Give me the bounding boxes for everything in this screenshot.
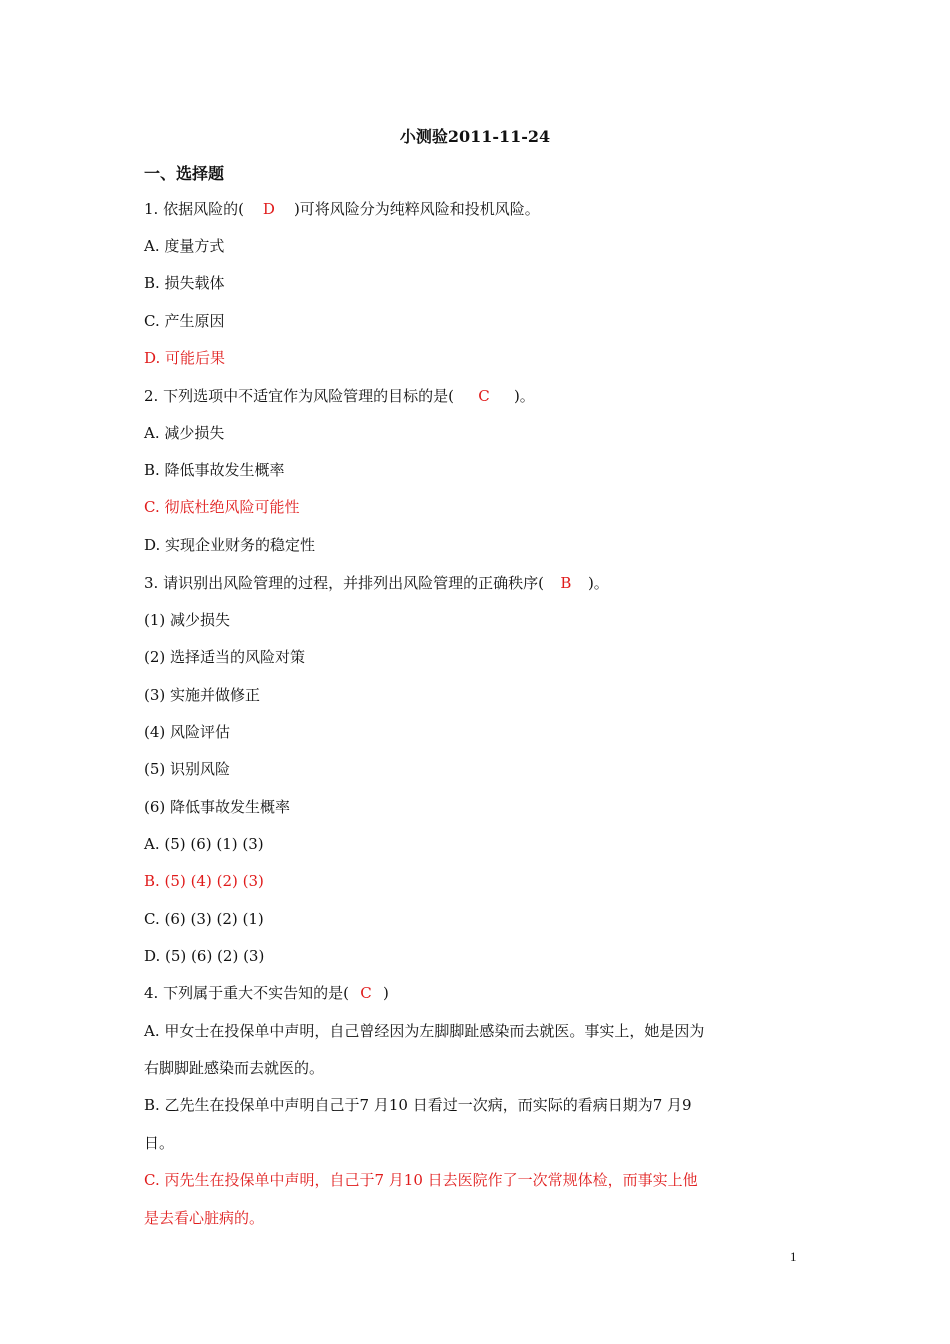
question-stem-end: ) xyxy=(382,984,389,1002)
document-title: 小测验2011-11-24 xyxy=(399,127,551,146)
question-4 xyxy=(144,983,389,1003)
question-2 xyxy=(144,386,535,406)
process-step: (4) 风险评估 xyxy=(144,723,231,741)
option: B. 降低事故发生概率 xyxy=(144,461,285,479)
option: C. 产生原因 xyxy=(144,312,225,330)
process-step: (2) 选择适当的风险对策 xyxy=(144,648,306,666)
question-1 xyxy=(144,199,540,219)
correct-option: B. (5) (4) (2) (3) xyxy=(144,872,264,890)
process-step: (6) 降低事故发生概率 xyxy=(144,798,291,816)
answer-mark: C xyxy=(360,984,372,1002)
answer-mark: D xyxy=(262,200,275,218)
question-stem-start: 2. 下列选项中不适宜作为风险管理的目标的是( xyxy=(144,387,454,405)
question-stem-end: )。 xyxy=(513,387,535,405)
question-stem-start: 4. 下列属于重大不实告知的是( xyxy=(144,984,349,1002)
question-stem-end: )。 xyxy=(587,574,609,592)
option: D. (5) (6) (2) (3) xyxy=(144,947,265,965)
correct-option: C. 彻底杜绝风险可能性 xyxy=(144,498,300,516)
process-step: (5) 识别风险 xyxy=(144,760,231,778)
correct-option: C. 丙先生在投保单中声明，自己于7 月10 日去医院作了一次常规体检，而事实上他 xyxy=(144,1171,698,1189)
question-stem-end: )可将风险分为纯粹风险和投机风险。 xyxy=(293,200,540,218)
option: D. 实现企业财务的稳定性 xyxy=(144,536,316,554)
option-continued: 右脚脚趾感染而去就医的。 xyxy=(144,1059,325,1077)
option: A. 甲女士在投保单中声明，自己曾经因为左脚脚趾感染而去就医。事实上，她是因为 xyxy=(144,1022,705,1040)
correct-option-continued: 是去看心脏病的。 xyxy=(144,1209,265,1227)
page-number: 1 xyxy=(790,1249,797,1264)
question-3 xyxy=(144,573,609,593)
option: C. (6) (3) (2) (1) xyxy=(144,910,264,928)
option: B. 损失载体 xyxy=(144,274,225,292)
question-stem-start: 3. 请识别出风险管理的过程，并排列出风险管理的正确秩序( xyxy=(144,574,544,592)
correct-option: D. 可能后果 xyxy=(144,349,226,367)
option: B. 乙先生在投保单中声明自己于7 月10 日看过一次病，而实际的看病日期为7 月9 xyxy=(144,1096,692,1114)
question-stem-start: 1. 依据风险的( xyxy=(144,200,244,218)
option: A. 度量方式 xyxy=(144,237,225,255)
option-continued: 日。 xyxy=(144,1134,175,1152)
section-heading: 一、选择题 xyxy=(144,164,225,183)
process-step: (3) 实施并做修正 xyxy=(144,686,261,704)
answer-mark: B xyxy=(560,574,572,592)
answer-mark: C xyxy=(478,387,490,405)
option: A. (5) (6) (1) (3) xyxy=(144,835,264,853)
process-step: (1) 减少损失 xyxy=(144,611,231,629)
option: A. 减少损失 xyxy=(144,424,225,442)
